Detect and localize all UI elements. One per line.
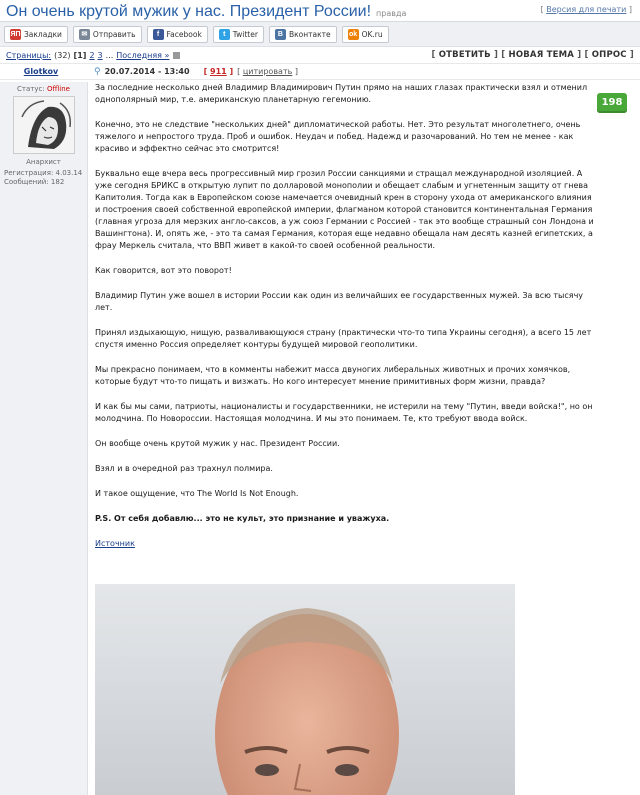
user-sidebar xyxy=(0,82,88,795)
post-body xyxy=(95,82,595,563)
avatar[interactable] xyxy=(13,96,75,154)
print-version-link[interactable]: Версия для печати xyxy=(546,5,627,14)
post-paragraph: И такое ощущение, что The World Is Not Enough. xyxy=(95,489,299,498)
print-version: [ Версия для печати ] xyxy=(540,5,632,14)
share-button-5[interactable] xyxy=(342,26,389,43)
pager-menu-icon[interactable] xyxy=(173,52,180,59)
post-paragraph: Мы прекрасно понимаем, что в комменты набежит масса двуногих либеральных животных и прочих хомячков, которые будут что-то пищать и визжать. Но кого интересует мнение примитивных форм жизни, правда? xyxy=(95,365,571,386)
post-paragraph: Конечно, это не следствие "нескольких дней" дипломатической работы. Нет. Это результат многолетнего, очень тяжелого и непростого труда. Проб и ошибок. Неудач и побед. Надежд и разочарований. Но тем не менее - как красиво и эффектно сейчас это смотрится! xyxy=(95,120,581,153)
post-number[interactable]: [ 911 ] xyxy=(203,67,234,76)
share-button-label: OK.ru xyxy=(361,29,383,39)
post-text xyxy=(95,82,595,500)
share-button-0[interactable] xyxy=(4,26,68,43)
post-paragraph: Как говорится, вот это поворот! xyxy=(95,266,232,275)
post-paragraph: За последние несколько дней Владимир Владимирович Путин прямо на наших глазах практически взял и отменил однополярный мир, т.е. американскую планетарную гегемонию. xyxy=(95,83,588,104)
user-status: Статус: Offline xyxy=(17,85,70,93)
user-rank: Анархист xyxy=(26,158,61,166)
pages-label[interactable]: Страницы: xyxy=(6,50,52,60)
page-link-3[interactable]: 3 xyxy=(97,50,103,60)
source-link[interactable]: Источник xyxy=(95,539,135,548)
post-paragraph: Буквально еще вчера весь прогрессивный мир грозил России санкциями и стращал международной изоляцией. А уже сегодня БРИКС в открытую лупит по долларовой монополии и обещает слабым и угнетенным защиту от гнева Капитолия. Тогда как в Европейском союзе намечается очевидный крен в сторону ухода от американского влияния и построения своей собственной европейской империи, флагманом которой становится континентальная Германия (главная угроза для мерзких англо-саксов, а уж союз Германии с Россией - так это вообще страшный сон Лондона и Вашингтона). И, опять же, - это та самая Германия, которая еще недавно обещала нам десять казней египетских, а фрау Меркель считала, что ВВП живет в какой-то своей особенной реальности. xyxy=(95,169,594,250)
twitter-icon: t xyxy=(219,29,230,40)
rating-badge[interactable]: 198 xyxy=(597,93,627,113)
pages-count: (32) xyxy=(54,50,71,60)
post-paragraph: Принял издыхающую, нищую, разваливающуюся страну (практически что-то типа Украины сегодня), а всего 15 лет спустя именно Россия определяет контуры будущей мировой геополитики. xyxy=(95,328,592,349)
pager-row xyxy=(0,47,640,64)
share-bar xyxy=(0,22,640,47)
reply-button[interactable]: ОТВЕТИТЬ xyxy=(438,50,491,60)
share-button-1[interactable] xyxy=(73,26,142,43)
post-date: 20.07.2014 - 13:40 xyxy=(104,67,190,76)
share-button-label: Вконтакте xyxy=(288,29,331,39)
topic-actions: [ ОТВЕТИТЬ ] [ НОВАЯ ТЕМА ] [ ОПРОС ] xyxy=(431,50,634,60)
facebook-icon: f xyxy=(153,29,164,40)
vk-icon: B xyxy=(275,29,286,40)
topic-title: Он очень крутой мужик у нас. Президент России! xyxy=(6,3,372,20)
post-author[interactable]: Glotkov xyxy=(23,67,59,76)
mail-icon: ✉ xyxy=(79,29,90,40)
share-button-label: Facebook xyxy=(166,29,202,39)
new-topic-button[interactable]: НОВАЯ ТЕМА xyxy=(508,50,575,60)
ok-icon: ok xyxy=(349,30,358,38)
share-button-2[interactable] xyxy=(147,26,208,43)
topic-tag[interactable]: правда xyxy=(376,9,407,18)
share-button-label: Twitter xyxy=(232,29,258,39)
post-link-icon[interactable]: ⚲ xyxy=(94,66,101,77)
post-header xyxy=(0,64,640,80)
quote-button: [ цитировать ] xyxy=(237,67,298,76)
post-paragraph: Взял и в очередной раз трахнул полмира. xyxy=(95,464,273,473)
post-paragraph: Владимир Путин уже вошел в истории России как один из величайших ее государственных мужей. За всю тысячу лет. xyxy=(95,291,584,312)
share-button-4[interactable] xyxy=(269,26,337,43)
yaplakal-icon: ЯП xyxy=(10,30,21,38)
user-registration: Регистрация: 4.03.14 xyxy=(4,169,83,177)
post-paragraph: Он вообще очень крутой мужик у нас. Президент России. xyxy=(95,439,340,448)
page-link-2[interactable]: 2 xyxy=(89,50,95,60)
poll-button[interactable]: ОПРОС xyxy=(591,50,627,60)
post-image[interactable] xyxy=(95,584,515,795)
post-paragraph: И как бы мы сами, патриоты, националисты и государственники, не истерили на тему "Путин, введи войска!", но он молодчина. По Новороссии. Настоящая молодчина. И мы это понимаем. Те, кто требуют ввода войск. xyxy=(95,402,593,423)
post-ps: P.S. От себя добавлю... это не культ, это признание и уважуха. xyxy=(95,514,390,523)
current-page: [1] xyxy=(73,50,87,60)
share-button-3[interactable] xyxy=(213,26,264,43)
last-page-link[interactable]: Последняя » xyxy=(116,50,170,60)
user-messages: Сообщений: 182 xyxy=(4,178,65,186)
pages-ellipsis: ... xyxy=(105,50,114,60)
share-button-label: Отправить xyxy=(92,29,136,39)
share-button-label: Закладки xyxy=(24,29,62,39)
topic-title-bar xyxy=(0,0,640,22)
